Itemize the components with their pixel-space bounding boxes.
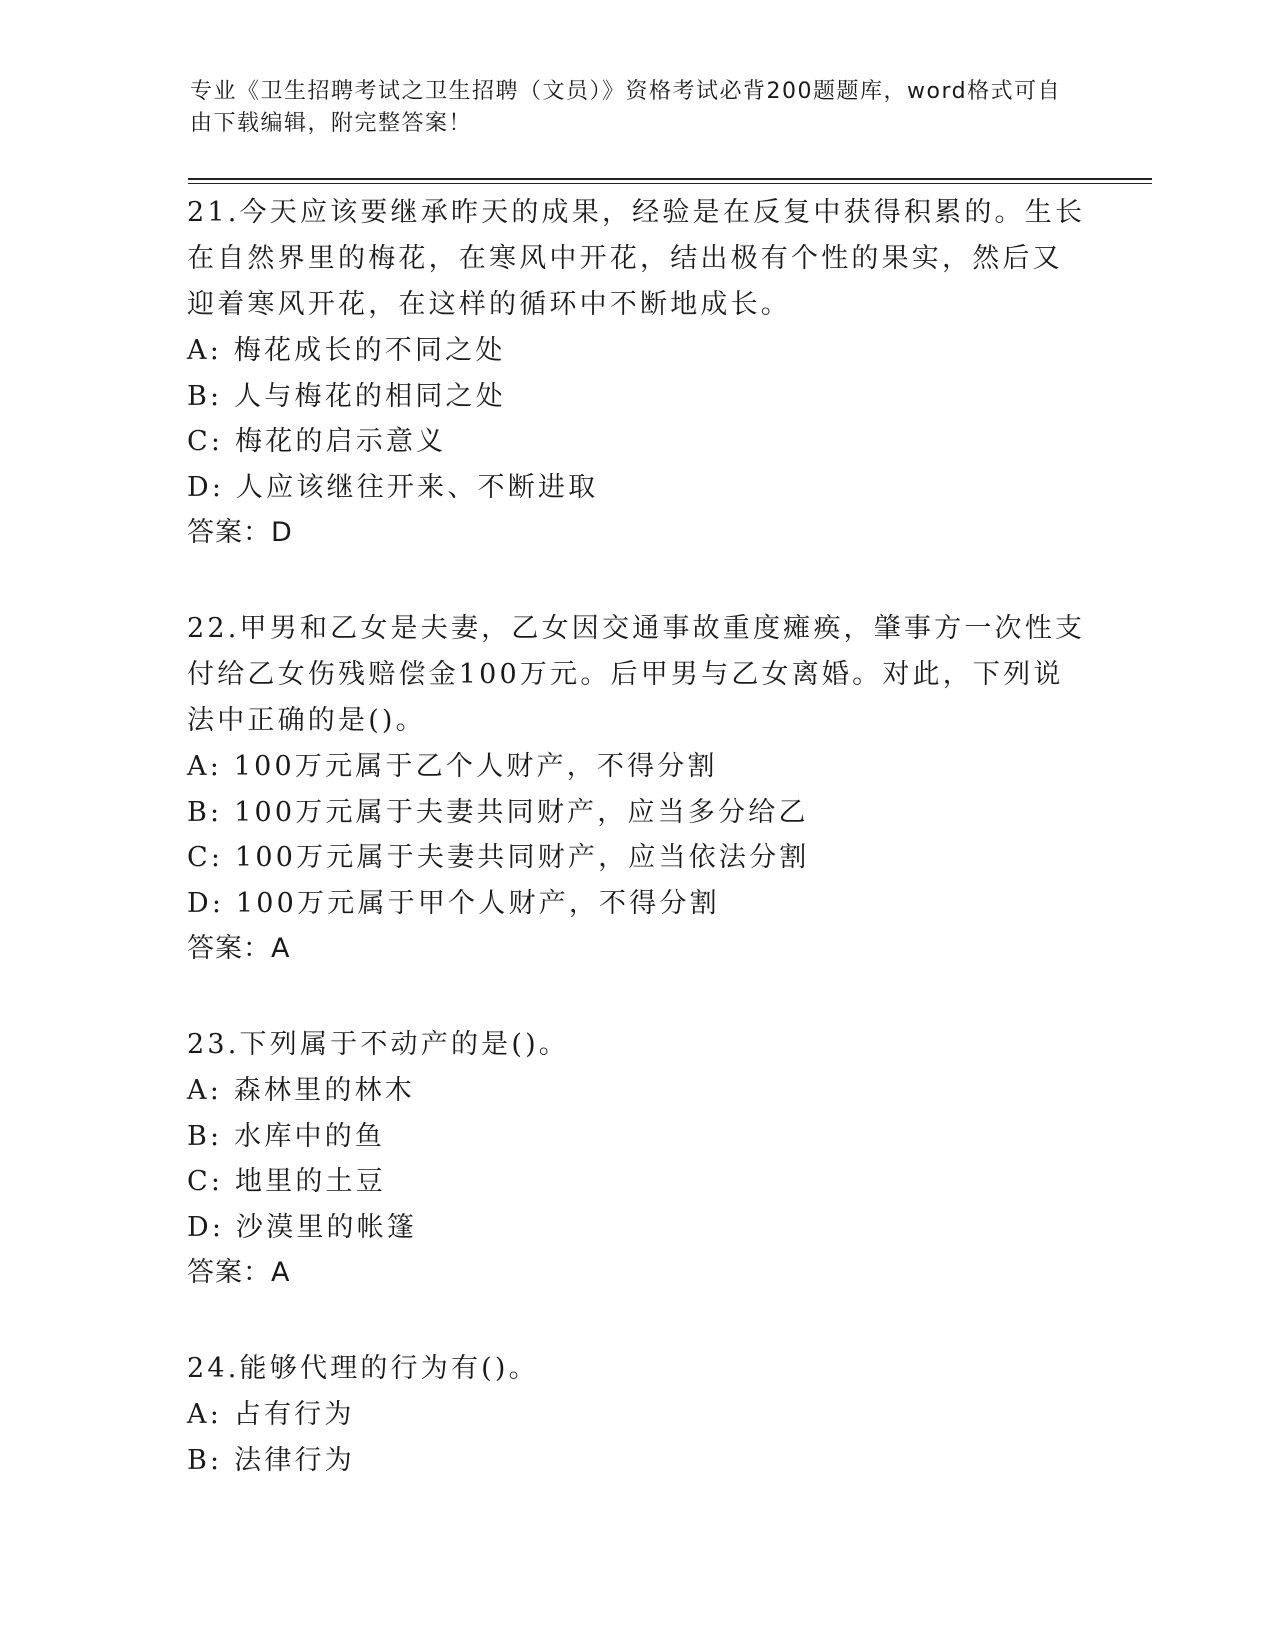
option-a: A: 100万元属于乙个人财产，不得分割 — [187, 751, 718, 782]
header-rule-thin — [188, 183, 1152, 184]
option-b: B: 100万元属于夫妻共同财产，应当多分给乙 — [187, 796, 809, 828]
option-d: D: 100万元属于甲个人财产，不得分割 — [187, 887, 720, 919]
option-a: A: 占有行为 — [187, 1399, 355, 1430]
option-c: C: 地里的土豆 — [187, 1166, 386, 1197]
question-stem: 21.今天应该要继承昨天的成果，经验是在反复中获得积累的。生长在自然界里的梅花，在寒风中开花，结出极有个性的果实，然后又迎着寒风开花，在这样的循环中不断地成长。 — [187, 197, 1086, 320]
answer-line: 答案：A — [187, 1257, 291, 1288]
option-c: C: 梅花的启示意义 — [187, 426, 447, 457]
answer-line: 答案：D — [187, 517, 293, 548]
option-c: C: 100万元属于夫妻共同财产，应当依法分割 — [187, 842, 810, 873]
option-b: B: 法律行为 — [187, 1444, 355, 1476]
question-list — [187, 190, 1087, 1533]
question-stem: 22.甲男和乙女是夫妻，乙女因交通事故重度瘫痪，肇事方一次性支付给乙女伤残赔偿金100万元。后甲男与乙女离婚。对此，下列说法中正确的是()。 — [187, 613, 1086, 736]
question-21 — [187, 190, 1087, 556]
option-a: A: 梅花成长的不同之处 — [187, 335, 506, 366]
option-b: B: 人与梅花的相同之处 — [187, 380, 506, 412]
document-header: 专业《卫生招聘考试之卫生招聘（文员）》资格考试必背200题题库，word格式可自由下载编辑，附完整答案！ — [190, 79, 1062, 136]
question-22 — [187, 606, 1087, 972]
option-d: D: 沙漠里的帐篷 — [187, 1211, 418, 1243]
question-stem: 23.下列属于不动产的是()。 — [187, 1029, 570, 1060]
answer-line: 答案：A — [187, 933, 291, 964]
question-23 — [187, 1022, 1087, 1296]
option-a: A: 森林里的林木 — [187, 1075, 415, 1106]
option-b: B: 水库中的鱼 — [187, 1120, 386, 1152]
option-d: D: 人应该继往开来、不断进取 — [187, 471, 599, 503]
header-rule-thick — [188, 178, 1152, 180]
question-stem: 24.能够代理的行为有()。 — [187, 1353, 539, 1384]
question-24 — [187, 1346, 1087, 1483]
